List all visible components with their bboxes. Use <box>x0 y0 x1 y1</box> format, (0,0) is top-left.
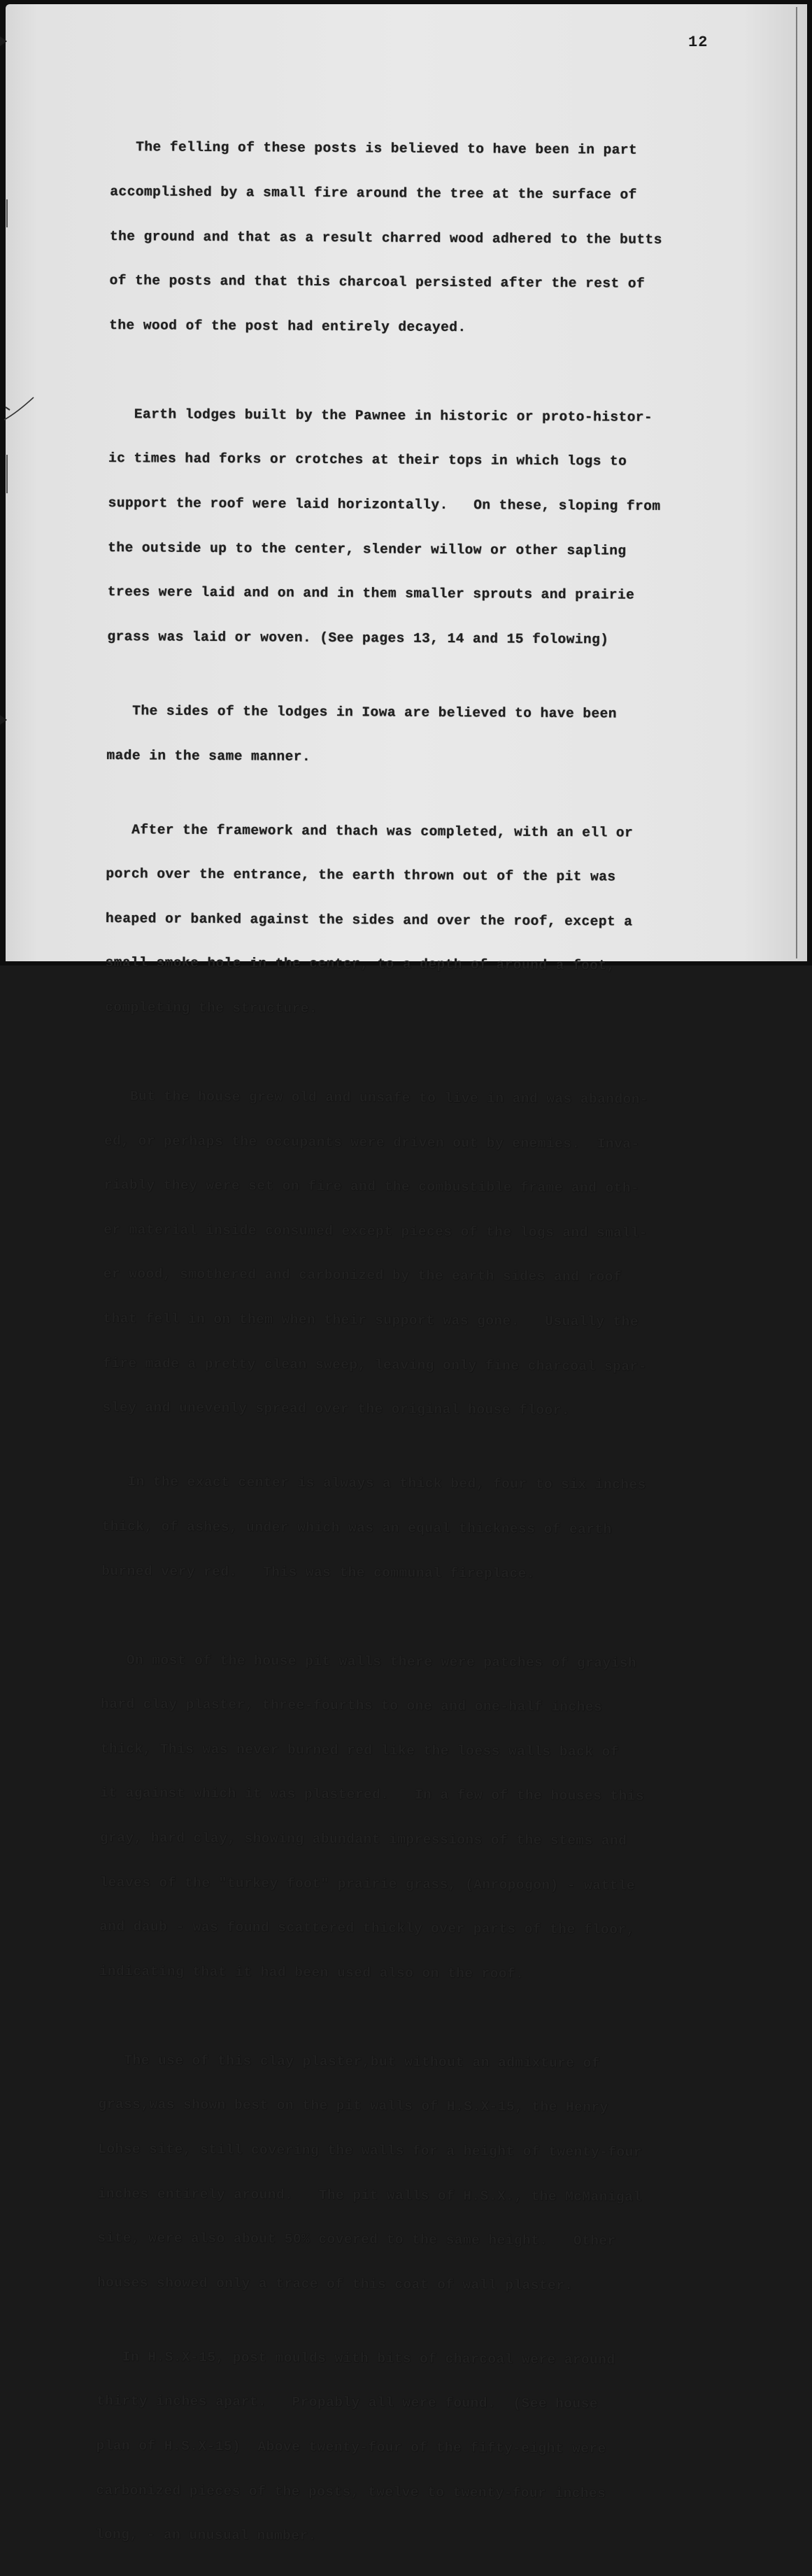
text-line: burned very red. This was the communal fireplace. <box>101 1563 536 1582</box>
typed-body-text <box>96 111 726 2576</box>
text-line: long, - an unusual number. <box>95 2527 317 2545</box>
text-line: trees were laid and on and in them smaller sprouts and prairie <box>107 584 635 603</box>
text-line: small smoke hole in the center, to a depth of around a foot, <box>105 955 615 974</box>
text-line: heaped or banked against the sides and over the roof, except a <box>105 910 633 930</box>
text-line: sley and unevenly spread over the original house floor. <box>102 1400 571 1419</box>
text-line: gray, hard clay, showing abundant impressions of the stems and <box>99 1830 627 1849</box>
page-edge-shadow <box>796 7 797 958</box>
text-line: accomplished by a small fire around the tree at the surface of <box>110 184 637 203</box>
text-line: made in the same manner. <box>106 747 311 765</box>
text-line: grass,was shown best on the pit walls of H.S.X-15, the Henry <box>98 2097 608 2116</box>
text-line: er material inside consumed except pieces of the logs and small- <box>104 1222 648 1241</box>
text-line: On most of the house pit walls there were patches of grayish <box>101 1652 637 1671</box>
paragraph-wall-plaster <box>97 2023 715 2323</box>
text-line: The use of this clay plaster,but without an admixture of <box>98 2052 600 2072</box>
text-line: houses showed only a trace of this coat of wall plaster. <box>97 2274 574 2293</box>
text-line: and daub - was found scattered thickly over parts of the floor, <box>99 1919 635 1938</box>
text-line: In H.S.X-15, post moulds with bits of charcoal were around <box>97 2349 615 2368</box>
binding-hole-mark-icon <box>0 36 7 46</box>
text-line: riably they were set on fire and the combustible frame and oth- <box>104 1177 640 1196</box>
text-line: The felling of these posts is believed to have been in part <box>110 139 638 159</box>
text-line: the ground and that as a result charred wood adhered to the butts <box>109 228 662 248</box>
text-line: plan of H.S.X-15) Above twenty-four of the fifty-eight were <box>96 2438 606 2457</box>
binding-hole-mark-icon <box>0 715 7 725</box>
text-line: inches entirely around. The pit walls of H.S.X., the McManigal <box>97 2186 642 2205</box>
text-line: site, were also about 50% covered to the same height. Other <box>97 2230 616 2249</box>
text-line: carbonized pieces of the posts, twelve to twenty-four inches <box>96 2482 606 2502</box>
text-line: thick, This was never burned red like the loess walls back of <box>100 1741 620 1760</box>
paragraph-abandonment <box>102 1060 720 1450</box>
text-line: thick, of ashes, under which was an equal thickness of earth <box>101 1518 612 1538</box>
paragraph-iowa-lodges <box>106 674 722 797</box>
text-line: indicating that it had been used also on the roof. <box>99 1963 525 1982</box>
text-line: Lohse site, still covering the walls for a height of twenty-four <box>98 2141 642 2160</box>
text-line: hard clay plaster, three-fourths to one and one-half inches <box>101 1697 603 1715</box>
paragraph-post-felling <box>109 111 726 367</box>
text-line: But the house grew old and unsafe to live in and was abandon- <box>104 1088 649 1107</box>
text-line: grass was laid or woven. (See pages 13, 14 and 15 folowing) <box>107 628 609 648</box>
paragraph-fireplace <box>101 1445 718 1613</box>
text-line: er wood, smothered and carbonized by the earth sides and roof <box>103 1266 622 1285</box>
text-line: of the posts and that this charcoal persisted after the rest of <box>109 273 646 292</box>
text-line: porch over the entrance, the earth thrown out of the pit was <box>106 866 616 885</box>
paragraph-clay-plaster <box>99 1623 716 2013</box>
paragraph-framework <box>105 793 722 1049</box>
text-line: After the framework and thach was completed, with an ell or <box>106 821 634 841</box>
text-line: leaves of the "turkey foot" prairie grass, (Anropogon) - wattle <box>99 1874 636 1894</box>
text-line: completing the structure. <box>105 999 318 1017</box>
text-line: fire made a pretty clean sweep, leaving only fine charcoal spar- <box>102 1355 647 1375</box>
text-line: that fell in on them when their support was gone. Usually the <box>103 1311 639 1330</box>
text-line: thirty inches apart. Propably all were found. (See house <box>96 2393 599 2412</box>
text-line: ic times had forks or crotches at their tops in which logs to <box>108 451 627 469</box>
text-line: support the roof were laid horizontally. On these, sloping from <box>108 495 661 514</box>
text-line: The sides of the lodges in Iowa are believed to have been <box>106 702 617 722</box>
page-number: 12 <box>688 34 708 51</box>
text-line: the wood of the post had entirely decayed. <box>109 317 466 335</box>
paragraph-post-moulds <box>96 2320 713 2576</box>
text-line: In the exact center is always a thick bed, four to six inches <box>101 1474 646 1493</box>
text-line: the outside up to the center, slender willow or other sapling <box>108 539 627 559</box>
margin-scratch <box>6 199 8 227</box>
pencil-stroke-mark <box>3 392 38 427</box>
text-line: ed, or perhaps the occupants were driven out by enemies. Inva- <box>104 1133 640 1152</box>
text-line: Earth lodges built by the Pawnee in historic or proto-histor- <box>108 406 653 425</box>
margin-scratch <box>6 455 8 493</box>
paragraph-pawnee-lodges <box>107 377 725 677</box>
text-line: it against which it was plastered. In a few of the houses this <box>100 1785 645 1805</box>
